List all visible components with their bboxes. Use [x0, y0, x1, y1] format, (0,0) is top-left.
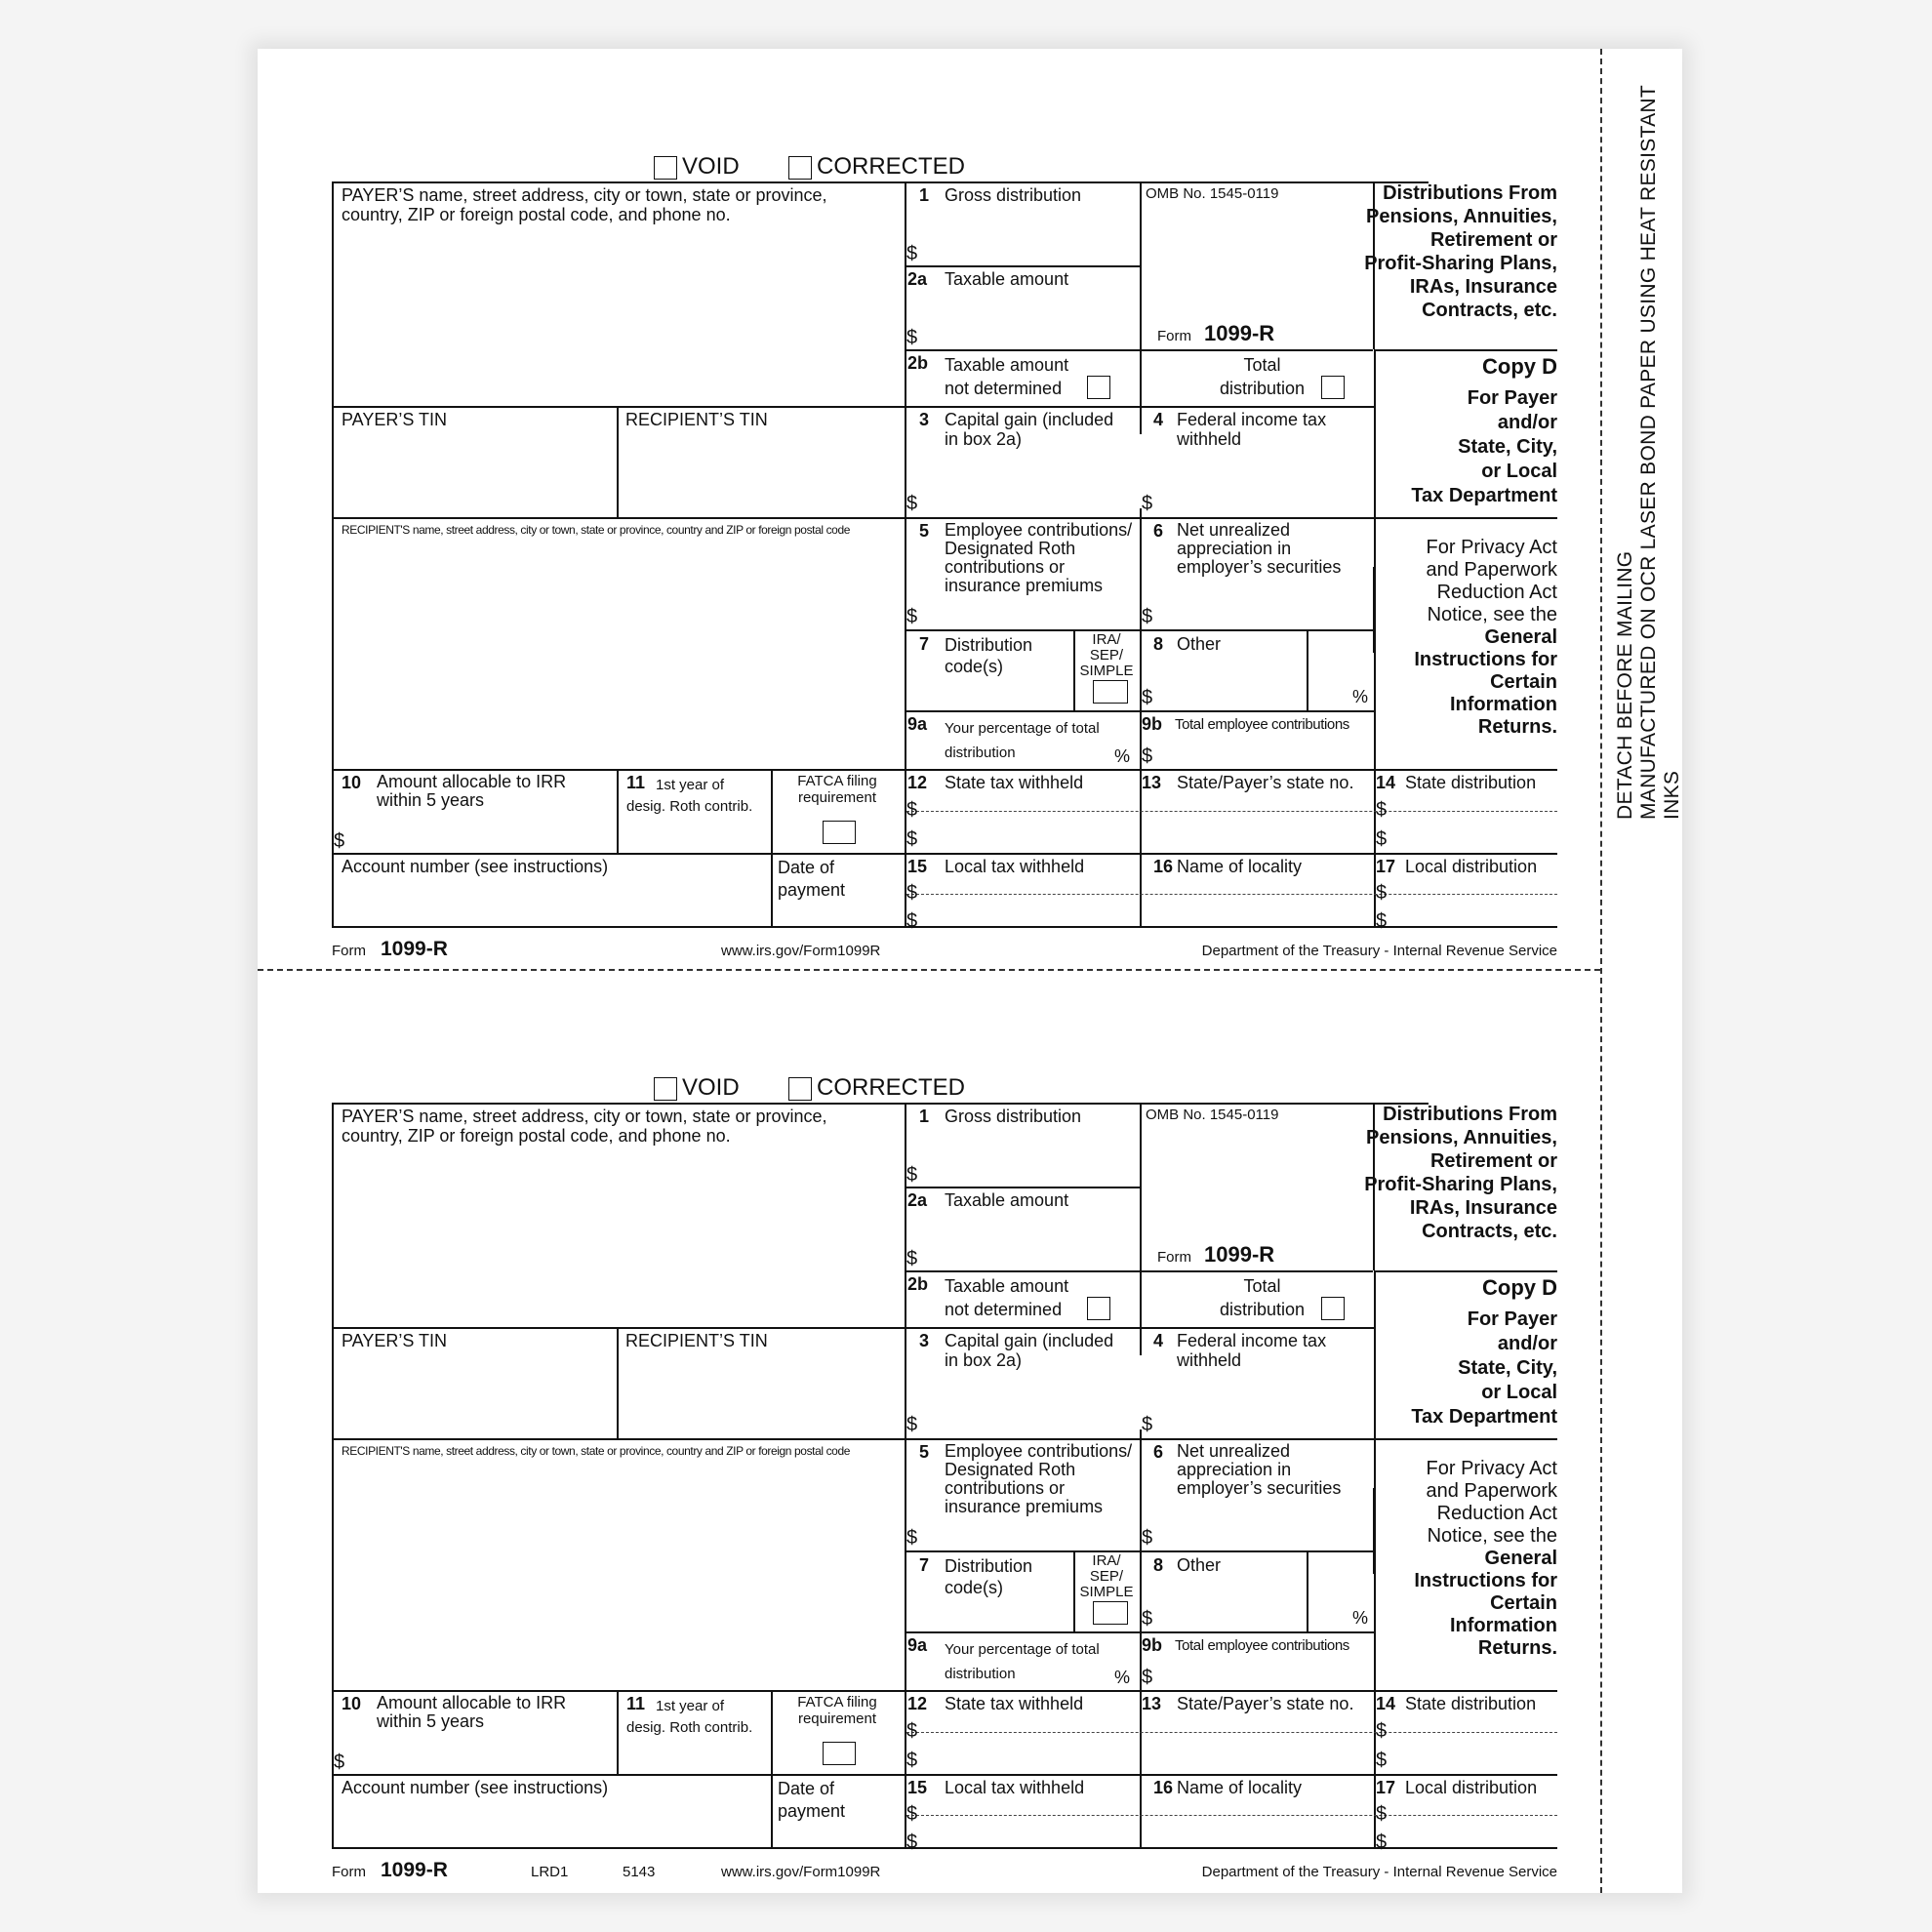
footer-url[interactable]: www.irs.gov/Form1099R [721, 943, 881, 959]
recipient-tin-label: RECIPIENT’S TIN [625, 1331, 768, 1350]
total-distribution-label: Total distribution [1220, 355, 1306, 398]
box8-amount-field[interactable] [1155, 1579, 1302, 1628]
box8-percent-field[interactable] [1310, 634, 1349, 706]
corrected-label: CORRECTED [817, 153, 966, 180]
form-number: 1099-R [1204, 1242, 1275, 1267]
box9a-label: Your percentage of total distribution [945, 1641, 1100, 1682]
box17-label: Local distribution [1405, 857, 1538, 876]
payer-name-field[interactable] [336, 1136, 900, 1321]
box9a-field[interactable] [941, 1667, 1107, 1688]
box12-field[interactable] [921, 1715, 1136, 1770]
omb-number: OMB No. 1545-0119 [1146, 185, 1279, 202]
box5-number: 5 [919, 521, 930, 541]
ira-sep-simple-checkbox[interactable] [1093, 1601, 1128, 1625]
box1-label: Gross distribution [945, 1107, 1082, 1126]
box12-number: 12 [907, 1694, 928, 1713]
ira-sep-simple-checkbox[interactable] [1093, 680, 1128, 704]
box7-label: Distribution code(s) [945, 1556, 1033, 1597]
dollar-sign: $ [1142, 493, 1153, 514]
recipient-name-label: RECIPIENT'S name, street address, city or town, state or province, country and ZIP or foreign postal code [342, 523, 850, 537]
corrected-checkbox[interactable] [788, 1077, 812, 1101]
box4-field[interactable] [1155, 449, 1370, 513]
box16-field[interactable] [1144, 878, 1370, 923]
box3-number: 3 [919, 1331, 930, 1350]
box3-label: Capital gain (included in box 2a) [945, 410, 1114, 449]
box1-number: 1 [919, 185, 930, 205]
box5-label: Employee contributions/ Designated Roth contributions or insurance premiums [945, 1441, 1133, 1516]
payer-tin-label: PAYER’S TIN [342, 1331, 448, 1350]
box16-number: 16 [1153, 1778, 1174, 1797]
box17-field[interactable] [1391, 1799, 1557, 1844]
box12-label: State tax withheld [945, 773, 1084, 792]
box13-label: State/Payer’s state no. [1177, 1694, 1354, 1713]
box4-label: Federal income tax withheld [1177, 410, 1327, 449]
dollar-sign: $ [906, 799, 918, 821]
box5-field[interactable] [921, 1518, 1136, 1548]
box16-number: 16 [1153, 857, 1174, 876]
dollar-sign: $ [334, 1751, 345, 1773]
box2b-number: 2b [907, 1274, 929, 1294]
dollar-sign: $ [906, 882, 918, 904]
box2a-number: 2a [907, 269, 928, 289]
box8-number: 8 [1153, 634, 1164, 654]
side-notice [1614, 78, 1684, 820]
box10-field[interactable] [349, 814, 613, 849]
box9a-percent-sign: % [1114, 1668, 1131, 1687]
void-checkbox[interactable] [654, 156, 677, 180]
box14-label: State distribution [1405, 773, 1537, 792]
box9a-field[interactable] [941, 745, 1107, 767]
box1-field[interactable] [921, 207, 1136, 262]
box9a-label: Your percentage of total distribution [945, 720, 1100, 761]
box17-number: 17 [1376, 1778, 1396, 1797]
box8-percent-sign: % [1352, 1608, 1369, 1628]
box6-label: Net unrealized appreciation in employer’s securities [1177, 520, 1342, 577]
box7-field[interactable] [921, 1600, 1067, 1628]
dollar-sign: $ [906, 1527, 918, 1549]
box17-label: Local distribution [1405, 1778, 1538, 1797]
box4-number: 4 [1153, 1331, 1164, 1350]
dollar-sign: $ [1376, 828, 1388, 850]
taxable-not-determined-checkbox[interactable] [1087, 376, 1110, 399]
box11-field[interactable] [621, 820, 767, 849]
box11-label-wrap [626, 775, 752, 818]
box8-label: Other [1177, 1555, 1222, 1575]
box15-number: 15 [907, 857, 928, 876]
privacy-notice: For Privacy Act and Paperwork Reduction Act Notice, see the [1426, 537, 1557, 625]
box5-field[interactable] [921, 597, 1136, 626]
dollar-sign: $ [334, 830, 345, 852]
corrected-checkbox[interactable] [788, 156, 812, 180]
fatca-checkbox[interactable] [823, 1742, 856, 1765]
box3-number: 3 [919, 410, 930, 429]
box5-number: 5 [919, 1442, 930, 1462]
date-of-payment-label: Date of payment [778, 1779, 846, 1821]
box15-label: Local tax withheld [945, 1778, 1085, 1797]
box16-field[interactable] [1144, 1799, 1370, 1844]
box14-label: State distribution [1405, 1694, 1537, 1713]
box9a-number: 9a [907, 714, 928, 734]
dollar-sign: $ [1376, 1803, 1388, 1825]
box3-label: Capital gain (included in box 2a) [945, 1331, 1114, 1370]
dollar-sign: $ [906, 327, 918, 348]
dollar-sign: $ [906, 828, 918, 850]
recipient-name-label: RECIPIENT'S name, street address, city or town, state or province, country and ZIP or foreign postal code [342, 1444, 850, 1458]
form-1099r-copy-2 [258, 1019, 1600, 1897]
box8-percent-sign: % [1352, 687, 1369, 706]
box13-number: 13 [1142, 773, 1162, 792]
dollar-sign: $ [906, 1803, 918, 1825]
box15-label: Local tax withheld [945, 857, 1085, 876]
box8-label: Other [1177, 634, 1222, 654]
box2b-number: 2b [907, 353, 929, 373]
ira-sep-simple-label: IRA/ SEP/ SIMPLE [1079, 631, 1134, 679]
total-distribution-label: Total distribution [1220, 1276, 1306, 1319]
box7-field[interactable] [921, 679, 1067, 706]
dollar-sign: $ [906, 493, 918, 514]
footer-code-1: LRD1 [531, 1864, 569, 1880]
box13-number: 13 [1142, 1694, 1162, 1713]
box9a-percent-sign: % [1114, 746, 1131, 766]
box9b-field[interactable] [1155, 738, 1370, 767]
box5-label: Employee contributions/ Designated Roth contributions or insurance premiums [945, 520, 1133, 595]
dollar-sign: $ [1142, 687, 1153, 708]
footer-url[interactable]: www.irs.gov/Form1099R [721, 1864, 881, 1880]
box7-number: 7 [919, 634, 930, 654]
form-title: Distributions From Pensions, Annuities, Retirement or Profit-Sharing Plans, IRAs, Insurance Contracts, etc. [1364, 1104, 1557, 1242]
dollar-sign: $ [1142, 1667, 1153, 1688]
box11-number: 11 [626, 1694, 646, 1713]
date-of-payment-field[interactable] [775, 904, 900, 923]
copy-subtitle: For Payer and/or State, City, or Local Tax Department [1411, 387, 1557, 506]
privacy-instructions: General Instructions for Certain Information Returns. [1414, 626, 1557, 738]
footer-form-number: 1099-R [381, 1859, 448, 1881]
box11-label: 1st year of desig. Roth contrib. [626, 1698, 753, 1736]
footer-form-word: Form [332, 943, 366, 959]
dollar-sign: $ [1142, 1527, 1153, 1549]
box10-number: 10 [342, 773, 362, 792]
copy-title: Copy D [1482, 1275, 1557, 1300]
recipient-name-field[interactable] [336, 543, 900, 765]
paper-notice: MANUFACTURED ON OCR LASER BOND PAPER USING HEAT RESISTANT INKS [1637, 85, 1683, 820]
box2a-number: 2a [907, 1190, 928, 1210]
box10-label: Amount allocable to IRR within 5 years [377, 1693, 567, 1731]
recipient-tin-field[interactable] [621, 431, 902, 513]
footer-department: Department of the Treasury - Internal Revenue Service [1201, 943, 1557, 959]
dollar-sign: $ [906, 1720, 918, 1742]
box9b-field[interactable] [1155, 1659, 1370, 1688]
box11-field[interactable] [621, 1741, 767, 1770]
box12-label: State tax withheld [945, 1694, 1084, 1713]
taxable-not-determined-checkbox[interactable] [1087, 1297, 1110, 1320]
box15-field[interactable] [921, 878, 1136, 923]
box2b-label: Taxable amount not determined [945, 355, 1069, 398]
dollar-sign: $ [1142, 606, 1153, 627]
box3-field[interactable] [921, 449, 1136, 513]
box6-number: 6 [1153, 1442, 1164, 1462]
dollar-sign: $ [1142, 1414, 1153, 1435]
payer-name-field[interactable] [336, 215, 900, 400]
box14-field[interactable] [1391, 1715, 1557, 1770]
dollar-sign: $ [906, 1414, 918, 1435]
box17-number: 17 [1376, 857, 1396, 876]
form-1099r-copy-1 [258, 98, 1600, 976]
dollar-sign: $ [1376, 1831, 1388, 1853]
box9a-number: 9a [907, 1635, 928, 1655]
box3-field[interactable] [921, 1370, 1136, 1434]
dollar-sign: $ [1376, 799, 1388, 821]
detach-line-vertical [1600, 49, 1602, 1893]
privacy-instructions: General Instructions for Certain Information Returns. [1414, 1548, 1557, 1659]
recipient-tin-label: RECIPIENT’S TIN [625, 410, 768, 429]
dollar-sign: $ [906, 1248, 918, 1269]
box6-label: Net unrealized appreciation in employer’s securities [1177, 1441, 1342, 1498]
box9b-label: Total employee contributions [1175, 716, 1349, 733]
copy-title: Copy D [1482, 354, 1557, 379]
fatca-label: FATCA filing requirement [797, 773, 877, 806]
box14-number: 14 [1376, 773, 1396, 792]
void-checkbox[interactable] [654, 1077, 677, 1101]
box4-field[interactable] [1155, 1370, 1370, 1434]
total-distribution-checkbox[interactable] [1321, 376, 1345, 399]
dollar-sign: $ [1376, 910, 1388, 932]
footer-form-number: 1099-R [381, 938, 448, 960]
box15-number: 15 [907, 1778, 928, 1797]
box4-number: 4 [1153, 410, 1164, 429]
payer-name-label: PAYER’S name, street address, city or town, state or province, country, ZIP or foreign postal code, and phone no. [342, 1107, 827, 1146]
dollar-sign: $ [1376, 882, 1388, 904]
corrected-label: CORRECTED [817, 1074, 966, 1101]
box16-label: Name of locality [1177, 1778, 1303, 1797]
box7-number: 7 [919, 1555, 930, 1575]
form-sheet [258, 49, 1682, 1893]
box4-label: Federal income tax withheld [1177, 1331, 1327, 1370]
box14-field[interactable] [1391, 794, 1557, 849]
box2b-label: Taxable amount not determined [945, 1276, 1069, 1319]
dollar-sign: $ [906, 1831, 918, 1853]
box16-label: Name of locality [1177, 857, 1303, 876]
dollar-sign: $ [906, 1164, 918, 1186]
box12-number: 12 [907, 773, 928, 792]
account-number-field[interactable] [336, 878, 767, 921]
fatca-label: FATCA filing requirement [797, 1694, 877, 1727]
recipient-name-field[interactable] [336, 1464, 900, 1686]
box17-field[interactable] [1391, 878, 1557, 923]
date-of-payment-label: Date of payment [778, 858, 846, 900]
box1-number: 1 [919, 1107, 930, 1126]
box7-label: Distribution code(s) [945, 635, 1033, 676]
fatca-checkbox[interactable] [823, 821, 856, 844]
date-of-payment-field[interactable] [775, 1825, 900, 1844]
box13-field[interactable] [1144, 1715, 1370, 1770]
payer-tin-field[interactable] [336, 1352, 613, 1434]
account-number-label: Account number (see instructions) [342, 857, 609, 876]
dollar-sign: $ [1142, 1608, 1153, 1630]
box11-label: 1st year of desig. Roth contrib. [626, 777, 753, 815]
omb-number: OMB No. 1545-0119 [1146, 1107, 1279, 1123]
box9b-number: 9b [1142, 1635, 1163, 1655]
box13-field[interactable] [1144, 794, 1370, 849]
ira-sep-simple-label: IRA/ SEP/ SIMPLE [1079, 1552, 1134, 1600]
void-label: VOID [682, 153, 740, 180]
box1-label: Gross distribution [945, 185, 1082, 205]
box9b-number: 9b [1142, 714, 1163, 734]
box9b-label: Total employee contributions [1175, 1637, 1349, 1654]
recipient-tin-field[interactable] [621, 1352, 902, 1434]
payer-tin-field[interactable] [336, 431, 613, 513]
detach-notice: DETACH BEFORE MAILING [1614, 550, 1636, 820]
payer-tin-label: PAYER’S TIN [342, 410, 448, 429]
box2a-label: Taxable amount [945, 269, 1069, 289]
box2a-field[interactable] [921, 1212, 1136, 1267]
void-label: VOID [682, 1074, 740, 1101]
box10-field[interactable] [349, 1735, 613, 1770]
dollar-sign: $ [1376, 1750, 1388, 1771]
box1-field[interactable] [921, 1128, 1136, 1183]
box6-field[interactable] [1155, 1507, 1370, 1548]
box6-number: 6 [1153, 521, 1164, 541]
box8-number: 8 [1153, 1555, 1164, 1575]
form-word: Form [1157, 1249, 1191, 1266]
account-number-field[interactable] [336, 1799, 767, 1842]
box2a-label: Taxable amount [945, 1190, 1069, 1210]
privacy-notice: For Privacy Act and Paperwork Reduction Act Notice, see the [1426, 1458, 1557, 1547]
dollar-sign: $ [906, 606, 918, 627]
box6-field[interactable] [1155, 585, 1370, 626]
box8-amount-field[interactable] [1155, 658, 1302, 706]
box14-number: 14 [1376, 1694, 1396, 1713]
form-title: Distributions From Pensions, Annuities, Retirement or Profit-Sharing Plans, IRAs, Insurance Contracts, etc. [1364, 182, 1557, 321]
box11-number: 11 [626, 773, 646, 792]
account-number-label: Account number (see instructions) [342, 1778, 609, 1797]
footer-form-word: Form [332, 1864, 366, 1880]
dollar-sign: $ [1376, 1720, 1388, 1742]
box11-label-wrap [626, 1696, 752, 1739]
box2a-field[interactable] [921, 291, 1136, 345]
copy-subtitle: For Payer and/or State, City, or Local Tax Department [1411, 1308, 1557, 1428]
total-distribution-checkbox[interactable] [1321, 1297, 1345, 1320]
footer-department: Department of the Treasury - Internal Revenue Service [1201, 1864, 1557, 1880]
payer-name-label: PAYER’S name, street address, city or town, state or province, country, ZIP or foreign postal code, and phone no. [342, 185, 827, 224]
dollar-sign: $ [906, 910, 918, 932]
box8-percent-field[interactable] [1310, 1555, 1349, 1628]
box15-field[interactable] [921, 1799, 1136, 1844]
form-number: 1099-R [1204, 321, 1275, 345]
box12-field[interactable] [921, 794, 1136, 849]
box13-label: State/Payer’s state no. [1177, 773, 1354, 792]
dollar-sign: $ [906, 1750, 918, 1771]
dollar-sign: $ [1142, 745, 1153, 767]
footer-code-2: 5143 [623, 1864, 656, 1880]
box10-label: Amount allocable to IRR within 5 years [377, 772, 567, 810]
form-word: Form [1157, 328, 1191, 344]
box10-number: 10 [342, 1694, 362, 1713]
dollar-sign: $ [906, 243, 918, 264]
